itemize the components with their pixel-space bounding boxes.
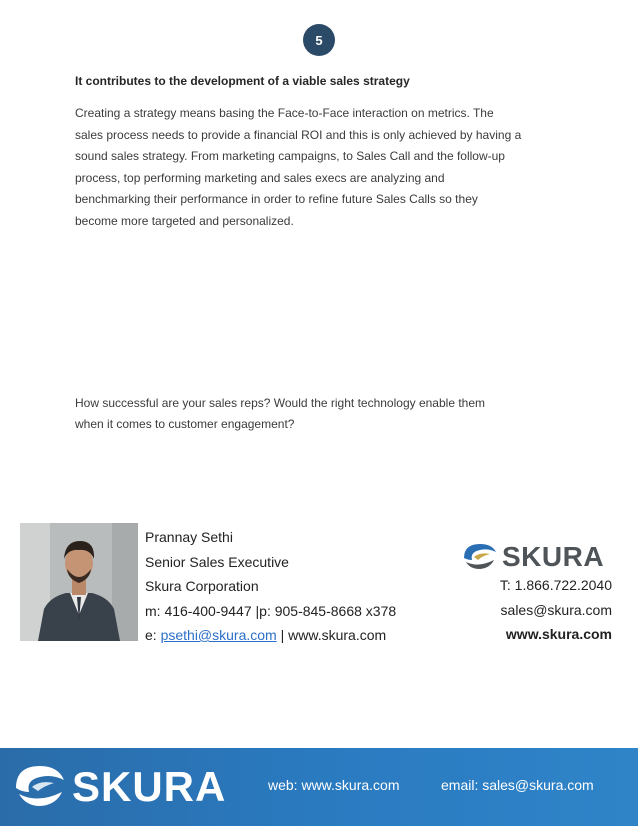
company-phone: T: 1.866.722.2040 bbox=[499, 577, 612, 593]
question-line: How successful are your sales reps? Would the right technology enable them bbox=[75, 396, 485, 410]
signature-contact-line bbox=[145, 623, 396, 648]
footer-web: web: www.skura.com bbox=[268, 777, 400, 793]
page-number: 5 bbox=[315, 32, 323, 48]
closing-question bbox=[75, 393, 565, 435]
page-number-badge bbox=[303, 24, 335, 56]
skura-logo-text: SKURA bbox=[502, 541, 605, 572]
section-body bbox=[75, 103, 575, 232]
company-email: sales@skura.com bbox=[500, 601, 612, 618]
footer-email: email: sales@skura.com bbox=[441, 777, 594, 793]
profile-photo bbox=[20, 523, 138, 641]
skura-wave-icon bbox=[460, 538, 500, 577]
skura-wave-icon bbox=[12, 760, 68, 815]
body-line: benchmarking their performance in order to refine future Sales Calls so they bbox=[75, 192, 478, 206]
footer-logo-text: SKURA bbox=[72, 763, 227, 810]
body-line: sound sales strategy. From marketing campaigns, to Sales Call and the follow-up bbox=[75, 149, 505, 163]
signature-title: Senior Sales Executive bbox=[145, 553, 289, 570]
signature-phones: m: 416-400-9447 |p: 905-845-8668 x378 bbox=[145, 602, 397, 619]
section-heading: It contributes to the development of a viable sales strategy bbox=[75, 74, 410, 88]
company-contact bbox=[500, 573, 612, 647]
body-line: process, top performing marketing and sales execs are analyzing and bbox=[75, 170, 445, 185]
company-website: www.skura.com bbox=[505, 626, 612, 642]
footer-bar bbox=[0, 748, 638, 826]
separator: | bbox=[276, 627, 289, 643]
email-signature bbox=[145, 525, 396, 648]
footer-logo bbox=[12, 762, 226, 812]
skura-logo bbox=[460, 538, 610, 576]
signature-company: Skura Corporation bbox=[145, 578, 259, 594]
email-prefix: e: bbox=[145, 627, 161, 643]
body-line: sales process needs to provide a financial ROI and this is only achieved by having a bbox=[75, 127, 522, 142]
body-line: become more targeted and personalized. bbox=[75, 213, 294, 228]
signature-email-link[interactable]: psethi@skura.com bbox=[160, 627, 277, 643]
signature-website: www.skura.com bbox=[288, 627, 387, 643]
question-line: when it comes to customer engagement? bbox=[75, 417, 295, 431]
body-line: Creating a strategy means basing the Face-to-Face interaction on metrics. The bbox=[75, 106, 494, 120]
signature-name: Prannay Sethi bbox=[145, 529, 233, 545]
